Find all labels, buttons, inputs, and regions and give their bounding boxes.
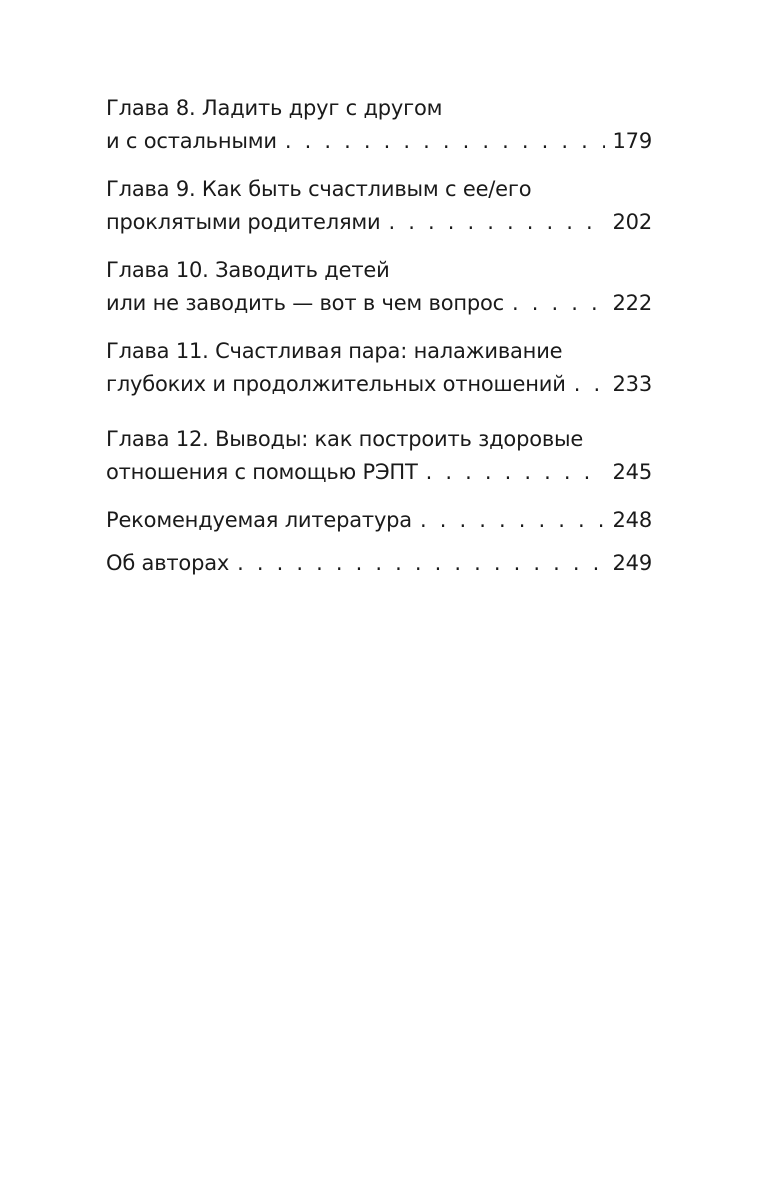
toc-entry-title-line-1: Глава 10. Заводить детей [106,258,390,282]
toc-entry-title-line-2 [106,125,652,158]
toc-entry-title-line-1: Глава 12. Выводы: как построить здоровые [106,427,584,451]
toc-entry-title-line-2 [106,456,652,489]
dot-leader [285,125,605,158]
toc-entry-title-line-2 [106,368,652,401]
toc-page-number: 248 [612,508,652,532]
toc-entry-title-text: проклятыми родителями [106,210,381,234]
toc-entry-title-text: Об авторах [106,551,230,575]
toc-page-number: 245 [612,460,652,484]
dot-leader [512,287,605,320]
dot-leader [574,368,605,401]
toc-entry-chapter-8 [106,92,652,158]
dot-leader [388,206,604,239]
toc-page-number: 179 [612,129,652,153]
toc-entry-title-text: глубоких и продолжительных отношений [106,372,566,396]
toc-entry-chapter-10 [106,254,652,320]
toc-entry-chapter-9 [106,173,652,239]
toc-entry-title-line [106,547,652,580]
toc-entry-chapter-12 [106,423,652,489]
toc-entry-recommended-reading [106,504,652,537]
toc-entry-title-line [106,504,652,537]
dot-leader [420,504,605,537]
toc-entry-chapter-11 [106,335,652,401]
toc-entry-title-line-1: Глава 9. Как быть счастливым с ее/его [106,177,532,201]
toc-page-number: 222 [612,291,652,315]
toc-entry-about-authors [106,547,652,580]
toc-entry-title-text: и с остальными [106,129,277,153]
toc-entry-title-line-2 [106,287,652,320]
toc-entry-title-line-1: Глава 11. Счастливая пара: налаживание [106,339,563,363]
toc-page-number: 202 [612,210,652,234]
toc-page-number: 233 [612,372,652,396]
dot-leader [426,456,605,489]
toc-entry-title-line-2 [106,206,652,239]
toc-page-number: 249 [612,551,652,575]
toc-entry-title-text: Рекомендуемая литература [106,508,412,532]
toc-entry-title-line-1: Глава 8. Ладить друг с другом [106,96,443,120]
toc-entry-title-text: или не заводить — вот в чем вопрос [106,291,505,315]
toc-entry-title-text: отношения с помощью РЭПТ [106,460,418,484]
table-of-contents [106,92,652,580]
dot-leader [237,547,604,580]
